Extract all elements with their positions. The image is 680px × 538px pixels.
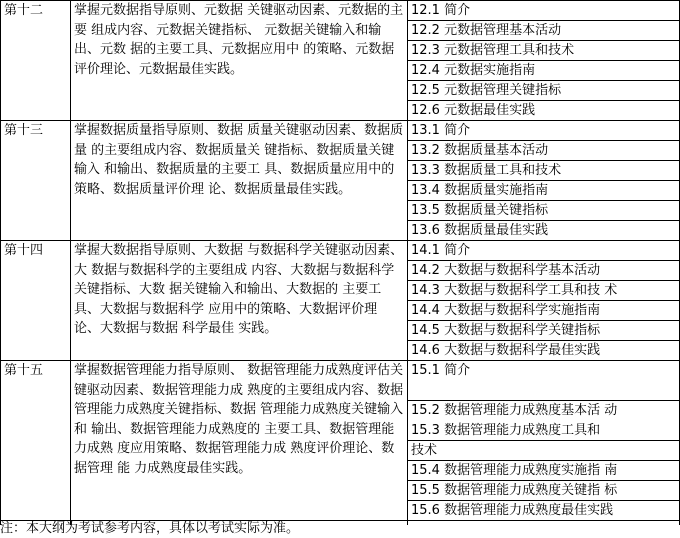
chapter-label: 第十三 (4, 123, 44, 138)
section-item: 15.2 数据管理能力成熟度基本活 动 (411, 403, 618, 418)
section-item: 14.3 大数据与数据科学工具和技 术 (411, 283, 618, 298)
section-item: 13.3 数据质量工具和技术 (411, 163, 562, 178)
section-item: 14.1 简介 (411, 243, 471, 258)
section-item: 13.5 数据质量关键指标 (411, 203, 549, 218)
section-item: 12.3 元数据管理工具和技术 (411, 43, 575, 58)
section-item: 12.4 元数据实施指南 (411, 63, 536, 78)
section-item: 12.2 元数据管理基本活动 (411, 23, 562, 38)
section-item: 15.4 数据管理能力成熟度实施指 南 (411, 463, 618, 478)
footer-note: 注：本大纲为考试参考内容，具体以考试实际为准。 (0, 521, 300, 536)
chapter-description: 掌握大数据指导原则、大数据 与数据科学关键驱动因素、大 数据与数据科学的主要组成 内容、大数据与数据科学关键指标、大数 据关键输入和输出、大数据的 主要工具、大数据与数据科学 应用中的策略、大数据评价理 论、大数据与数据 科学最佳 实践。 (74, 243, 404, 336)
section-item: 12.1 简介 (411, 3, 471, 18)
chapter-label: 第十五 (4, 363, 44, 378)
chapter-label: 第十二 (4, 3, 44, 18)
section-item: 15.6 数据管理能力成熟度最佳实践 (411, 503, 614, 518)
chapter-description: 掌握数据质量指导原则、数据 质量关键驱动因素、数据质量 的主要组成内容、数据质量关 键指标、数据质量关键输入 和输出、数据质量的主要工 具、数据质量应用中的策略、数据质量评价理 论、数据质量最佳实践。 (74, 123, 404, 197)
section-item: 技术 (411, 443, 438, 458)
section-item: 14.4 大数据与数据科学实施指南 (411, 303, 601, 318)
section-item: 13.6 数据质量最佳实践 (411, 223, 549, 238)
section-item: 12.6 元数据最佳实践 (411, 103, 536, 118)
section-item: 13.4 数据质量实施指南 (411, 183, 549, 198)
section-item: 13.2 数据质量基本活动 (411, 143, 549, 158)
section-item: 15.3 数据管理能力成熟度工具和 (411, 423, 601, 438)
chapter-description: 掌握数据管理能力指导原则、 数据管理能力成熟度评估关 键驱动因素、数据管理能力成 熟度的主要组成内容、数据管理能力成熟度关键指标、数据 管理能力成熟度关键输入和 输出、数据管理能力成熟度的 主要工具、数据管理能力成熟 度应用策略、数据管理能力成 熟度评价理论、数据管理 能 力成熟度最佳实践。 (74, 363, 404, 476)
section-item: 15.1 简介 (411, 363, 471, 378)
section-item: 14.2 大数据与数据科学基本活动 (411, 263, 601, 278)
section-item: 14.5 大数据与数据科学关键指标 (411, 323, 601, 338)
section-item: 12.5 元数据管理关键指标 (411, 83, 562, 98)
chapter-label: 第十四 (4, 243, 44, 258)
section-item: 15.5 数据管理能力成熟度关键指 标 (411, 483, 618, 498)
chapter-description: 掌握元数据指导原则、元数据 关键驱动因素、元数据的主要 组成内容、元数据关键指标、 元数据关键输入和输出、元数 据的主要工具、元数据应用中 的策略、元数据评价理论、元数据最佳实践。 (74, 3, 404, 77)
section-item: 14.6 大数据与数据科学最佳实践 (411, 343, 601, 358)
section-item: 13.1 简介 (411, 123, 471, 138)
